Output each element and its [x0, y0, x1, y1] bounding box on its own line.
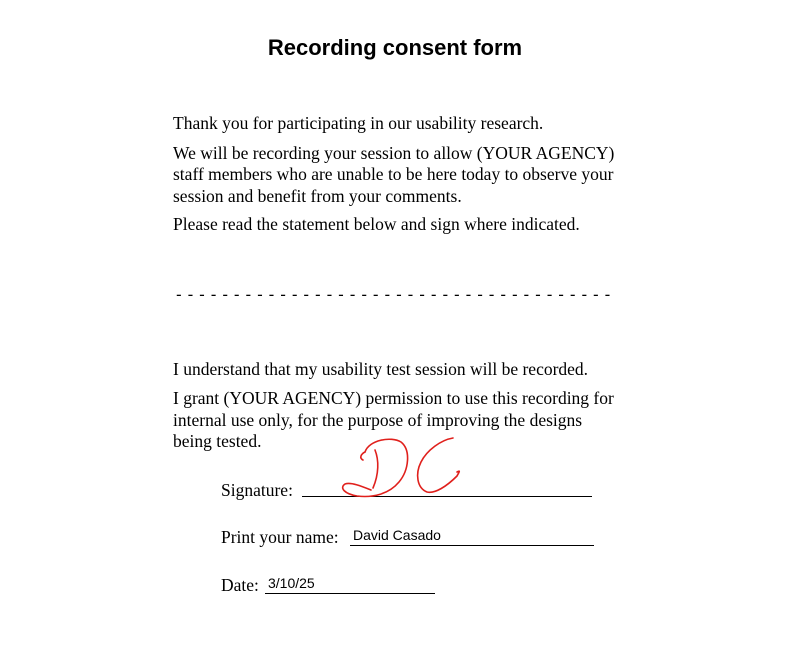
statement-understand-text: I understand that my usability test session will be recorded. — [173, 359, 589, 379]
date-label: Date: — [221, 575, 259, 595]
statement-permission-line-1: I grant (YOUR AGENCY) permission to use this recording for — [173, 388, 614, 408]
intro-recording-line-2: staff members who are unable to be here today to observe your — [173, 164, 614, 184]
name-label: Print your name: — [221, 527, 339, 547]
intro-instruction-text: Please read the statement below and sign where indicated. — [173, 214, 580, 234]
date-field[interactable] — [265, 593, 435, 594]
cut-here-divider: - - - - - - - - - - - - - - - - - - - - - - - - - - - - - - - - - - - - - - — [176, 285, 611, 304]
date-value: 3/10/25 — [268, 575, 315, 591]
handwritten-signature — [335, 430, 470, 502]
signature-label: Signature: — [221, 480, 293, 500]
intro-recording-line-3: session and benefit from your comments. — [173, 186, 462, 206]
statement-permission-line-2: internal use only, for the purpose of improving the designs — [173, 410, 583, 430]
name-value: David Casado — [353, 527, 441, 543]
name-field[interactable] — [350, 545, 594, 546]
intro-thanks-text: Thank you for participating in our usability research. — [173, 113, 544, 133]
intro-recording-line-1: We will be recording your session to allow (YOUR AGENCY) — [173, 143, 615, 163]
statement-permission-line-3: being tested. — [173, 431, 262, 451]
page-title: Recording consent form — [267, 35, 523, 60]
